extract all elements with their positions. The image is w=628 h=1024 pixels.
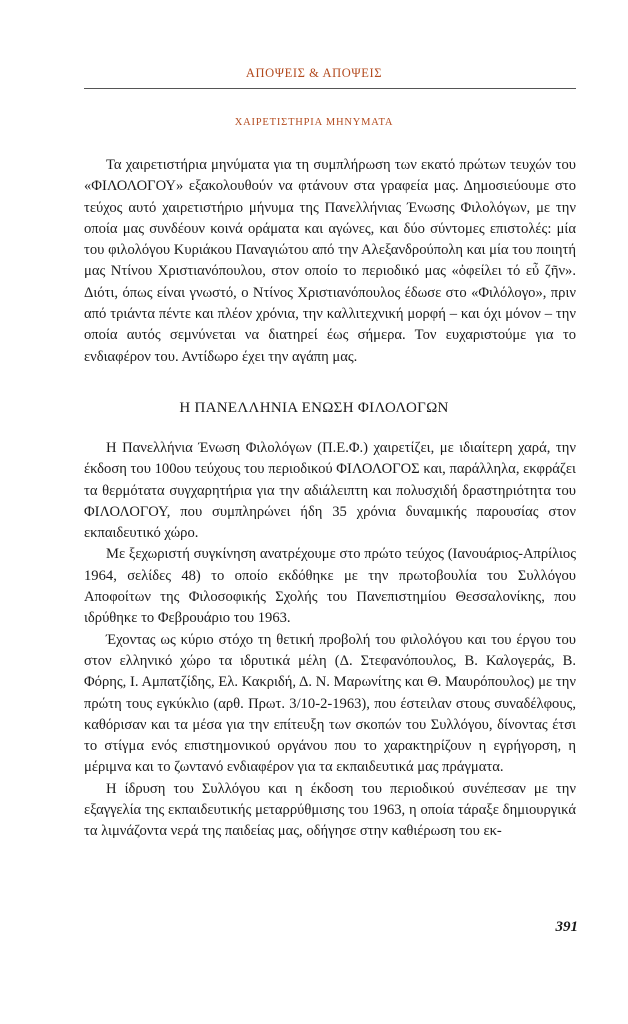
article-body [84, 438, 576, 843]
article-heading: Η ΠΑΝΕΛΛΗΝΙΑ ΕΝΩΣΗ ΦΙΛΟΛΟΓΩΝ [179, 400, 449, 416]
intro-block [84, 155, 576, 368]
header-rule [84, 88, 576, 89]
intro-paragraph: Τα χαιρετιστήρια μηνύματα για τη συμπλήρωση των εκατό πρώτων τευχών του «ΦΙΛΟΛΟΓΟΥ» εξακολουθούν να φτάνουν στα γραφεία μας. Δημοσιεύουμε στο τεύχος αυτό χαιρετιστήριο μήνυμα της Πανελλήνιας Ένωσης Φιλολόγων, με την οποία μας συνδέουν κοινά οράματα και αγώνες, και δύο σύντομες επιστολές: μία του φιλολόγου Κυριάκου Παναγιώτου από την Αλεξανδρούπολη και μία του ποιητή μας Ντίνου Χριστιανόπουλου, στον οποίο το περιοδικό μας «ὀφείλει τό εὖ ζῆν». Διότι, όπως είναι γνωστό, ο Ντίνος Χριστιανόπουλος έδωσε στο «Φιλόλογο», πριν από τριάντα πέντε και πλέον χρόνια, την καλλιτεχνική μορφή – και όχι μόνον – την οποία αυτός σεμνύνεται να διατηρεί έως σήμερα. Τον ευχαριστούμε για το ενδιαφέρον του. Αντίδωρο έχει την αγάπη μας. [84, 157, 576, 365]
running-head: ΑΠΟΨΕΙΣ & ΑΠΟΨΕΙΣ [245, 66, 383, 80]
body-paragraph: Η ίδρυση του Συλλόγου και η έκδοση του περιοδικού συνέπεσαν με την εξαγγελία της εκπαιδευτικής μεταρρύθμισης του 1963, η οποία τάραξε δημιουργικά τα λιμνάζοντα νερά της παιδείας μας, οδήγησε στην καθιέρωση του εκ- [84, 780, 576, 840]
body-paragraph: Έχοντας ως κύριο στόχο τη θετική προβολή του φιλολόγου και του έργου του στον ελληνικό χώρο τα ιδρυτικά μέλη (Δ. Στεφανόπουλος, Β. Καλογεράς, Β. Φόρης, Ι. Αμπατζίδης, Ελ. Κακριδή, Δ. Ν. Μαρωνίτης και Θ. Μαυρόπουλος) με την πρώτη τους εγκύκλιο (αρθ. Πρωτ. 3/10-2-1963), που έστειλαν στους συναδέλφους, καθόρισαν και τα μέσα για την επίτευξη των σκοπών του Συλλόγου, δίνοντας έτσι το στίγμα ενός επιστημονικού οργάνου που το χαρακτηρίζουν η εγρήγορση, η μέριμνα και το ζωντανό ενδιαφέρον για τα εκπαιδευτικά μας πράγματα. [84, 631, 576, 776]
section-label: ΧΑΙΡΕΤΙΣΤΗΡΙΑ ΜΗΝΥΜΑΤΑ [234, 117, 394, 128]
page-number: 391 [555, 919, 578, 935]
body-paragraph: Η Πανελλήνια Ένωση Φιλολόγων (Π.Ε.Φ.) χαιρετίζει, με ιδιαίτερη χαρά, την έκδοση του 100ου τεύχους του περιοδικού ΦΙΛΟΛΟΓΟΣ και, παράλληλα, εκφράζει τα θερμότατα συγχαρητήρια για την αδιάλειπτη και πολυσχιδή δραστηριότητα του ΦΙΛΟΛΟΓΟΥ, που συμπληρώνει ήδη 35 χρόνια δυναμικής παρουσίας στον εκπαιδευτικό χώρο. [84, 440, 576, 542]
body-paragraph: Με ξεχωριστή συγκίνηση ανατρέχουμε στο πρώτο τεύχος (Ιανουάριος-Απρίλιος 1964, σελίδες 48) το οποίο εκδόθηκε με την πρωτοβουλία του Συλλόγου Αποφοίτων της Φιλοσοφικής Σχολής του Πανεπιστημίου Θεσσαλονίκης, που ιδρύθηκε το Φεβρουάριο του 1963. [84, 546, 576, 627]
